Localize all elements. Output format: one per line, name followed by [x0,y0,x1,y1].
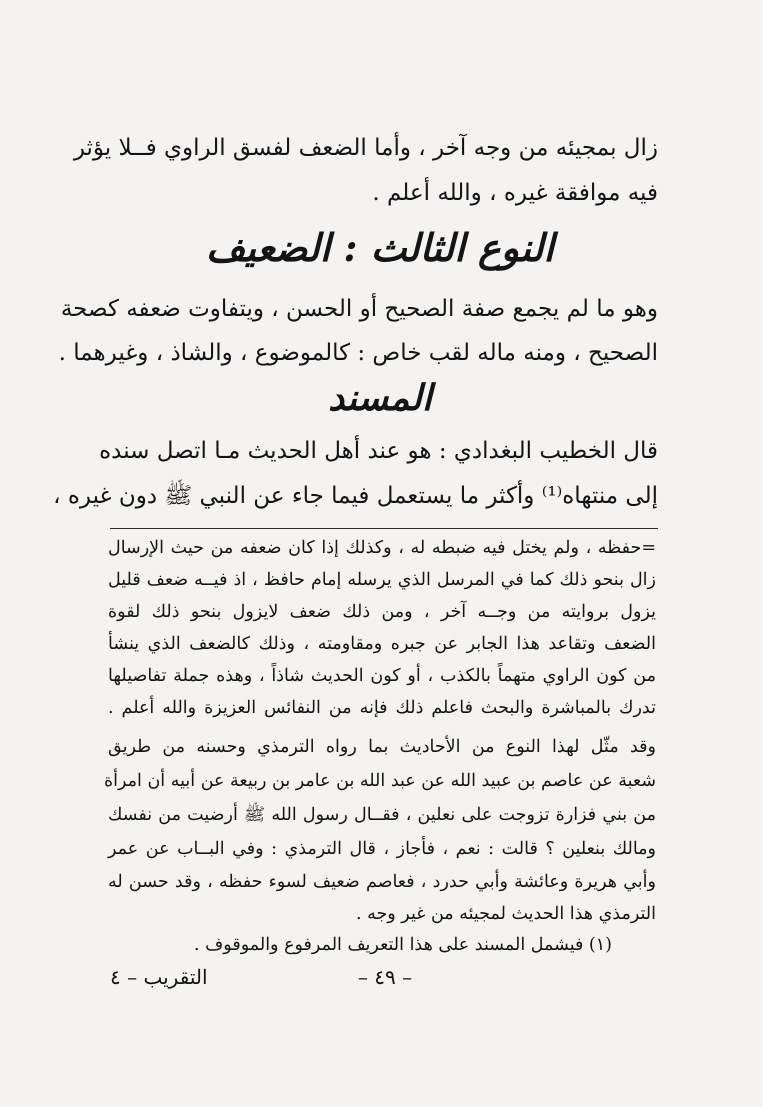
main-text-line: الصحيح ، ومنه ماله لقب خاص : كالموضوع ، والشاذ ، وغيرهما . [58,340,658,366]
main-text-line: زال بمجيئه من وجه آخر ، وأما الضعف لفسق الراوي فــلا يؤثر [73,135,658,161]
footnote-line: وقد مثّل لهذا النوع من الأحاديث بما رواه الترمذي وحسنه من طريق [108,737,656,757]
footnote-line: تدرك بالمباشرة والبحث فاعلم ذلك فإنه من النفائس العزيزة والله أعلم . [108,698,656,718]
footnote-line: زال بنحو ذلك كما في المرسل الذي يرسله إمام حافظ ، اذ فيــه ضعف قليل [108,570,656,590]
main-text-line: فيه موافقة غيره ، والله أعلم . [372,180,658,206]
footnote-line: =حفظه ، ولم يختل فيه ضبطه له ، وكذلك إذا كان ضعفه من حيث الإرسال [108,538,656,558]
page-number: – ٤٩ – [357,965,413,989]
footnote-line: من بني فزارة تزوجت على نعلين ، فقــال رسول الله ﷺ أرضيت من نفسك [108,805,656,825]
footnote-line: من كون الراوي متهماً بالكذب ، أو كون الحديث شاذاً ، وهذه جملة تفاصيلها [108,666,656,686]
footnote-line: يزول بروايته من وجــه آخر ، ومن ذلك ضعف لايزول بنحو ذلك لقوة [108,602,656,622]
section-heading-weak: النوع الثالث : الضعيف [206,225,554,270]
footnote-line: وأبي هريرة وعائشة وأبي حدرد ، فعاصم ضعيف لسوء حفظه ، وقد حسن له [108,872,656,892]
footnote-line: ومالك بنعلين ؟ قالت : نعم ، فأجاز ، قال الترمذي : وفي البــاب عن عمر [108,839,656,859]
footnote-divider [110,528,658,529]
main-text-line: إلى منتهاه⁽¹⁾ وأكثر ما يستعمل فيما جاء عن النبي ﷺ دون غيره ، [53,483,658,509]
footnote-line: الترمذي هذا الحديث لمجيئه من غير وجه . [355,904,656,924]
main-text-line: وهو ما لم يجمع صفة الصحيح أو الحسن ، ويتفاوت ضعفه كصحة [60,296,658,322]
book-signature: التقريب – ٤ [110,965,208,989]
footnote-line: شعبة عن عاصم بن عبيد الله عن عبد الله بن عامر بن ربيعة عن أبيه أن امرأة [103,771,656,791]
footnote-line: الضعف وتقاعد هذا الجابر عن جبره ومقاومته ، وذلك كالضعف الذي ينشأ [108,634,656,654]
footnote-ref-1: (١) فيشمل المسند على هذا التعريف المرفوع والموقوف . [194,935,612,955]
section-heading-musnad: المسند [328,377,432,419]
main-text-line: قال الخطيب البغدادي : هو عند أهل الحديث مـا اتصل سنده [99,438,658,464]
